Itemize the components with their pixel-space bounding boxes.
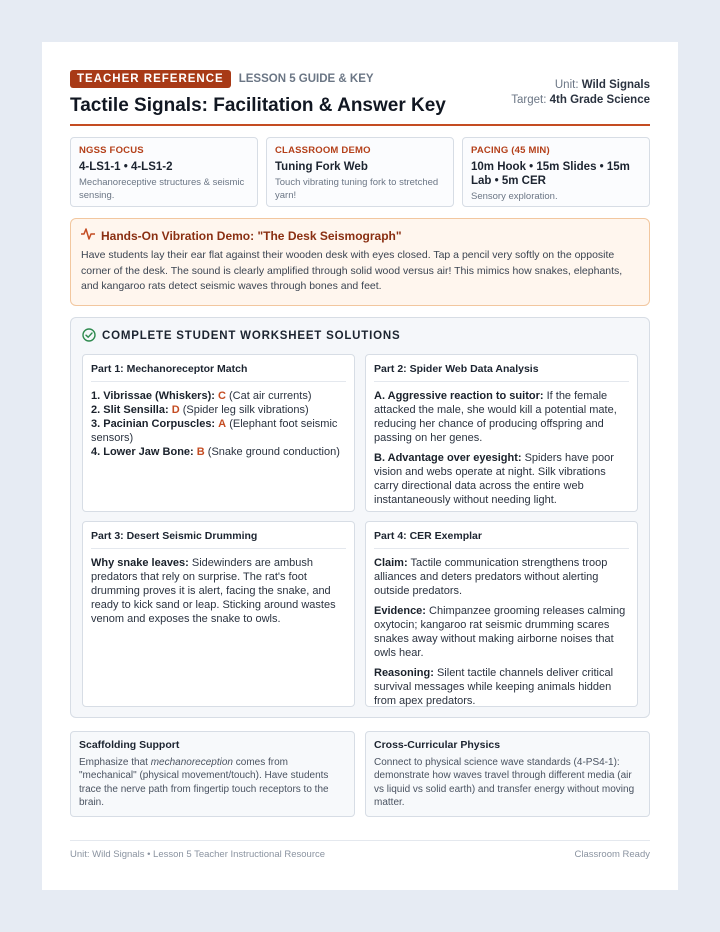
header [70,70,650,117]
unit-value: Wild Signals [581,79,650,91]
answer-a [374,389,629,445]
page-title: Tactile Signals: Facilitation & Answer Key [70,95,446,116]
note-title: Scaffolding Support [79,738,180,751]
answer-a-text: If the female attacked the male, she would kill a potential mate, reducing her chance of producing offspring and passing on her genes. [374,389,617,444]
page [42,42,678,890]
unit-label: Unit: [554,79,579,91]
solutions-grid [82,354,638,707]
card-label: PACING (45 MIN) [471,145,550,156]
reasoning-label: Reasoning: [374,666,434,679]
info-cards [70,137,650,207]
match-answer: B [196,445,205,458]
note-text [79,756,346,810]
pulse-icon [81,228,95,243]
demo-text: Have students lay their ear flat against their wooden desk with eyes closed. Tap a pencil very softly on the opposite corner of the desk. The sound is clearly amplified through solid wood versus air! This mimics how snakes, elephants, and kangaroo rats detect seismic waves through bones and feet. [81,249,623,292]
claim [374,556,629,598]
scaffolding-note [70,731,355,817]
match-item [91,445,346,459]
header-divider [70,124,650,126]
claim-text: Tactile communication strengthens troop alliances and deters predators without alerting outside predators. [374,556,608,597]
match-desc: (Snake ground conduction) [207,445,340,458]
worksheet-solutions [70,317,650,718]
match-desc: (Cat air currents) [228,389,312,402]
part-body [374,389,629,507]
evidence-label: Evidence: [374,604,426,617]
solutions-title: COMPLETE STUDENT WORKSHEET SOLUTIONS [102,330,401,342]
header-meta [511,78,650,108]
part-4-card [365,521,638,707]
answer-b [374,451,629,507]
answer-text: Sidewinders are ambush predators that rely on surprise. The rat's foot drumming proves it is alert, facing the snake, and ready to kick sand or leap. Sticking around wastes venom and exposes the snake to owls. [91,556,336,625]
part-3-card [82,521,355,707]
part-body [91,556,346,626]
answer [91,556,346,626]
match-term: 2. Slit Sensilla: [91,403,169,416]
reasoning [374,666,629,708]
part-body [91,389,346,459]
claim-label: Claim: [374,556,408,569]
ngss-card [70,137,258,207]
footer-right: Classroom Ready [574,849,650,860]
pacing-card [462,137,650,207]
match-item [91,417,346,445]
answer-b-text: Spiders have poor vision and webs operate at night. Silk vibrations carry directional data across the entire web instantaneously without needing light. [374,451,614,506]
vibration-demo-box [70,218,650,306]
target-line [511,93,650,108]
note-text-pre: Emphasize that [79,756,151,768]
match-desc: (Elephant foot seismic sensors) [91,417,338,444]
card-main: Tuning Fork Web [275,161,368,173]
card-label: NGSS FOCUS [79,145,144,156]
match-desc: (Spider leg silk vibrations) [182,403,309,416]
match-item [91,389,346,403]
card-sub: Sensory exploration. [471,191,558,202]
evidence [374,604,629,660]
part-2-card [365,354,638,512]
part-title: Part 1: Mechanoreceptor Match [91,363,346,382]
match-answer: D [171,403,180,416]
card-label: CLASSROOM DEMO [275,145,371,156]
part-1-card [82,354,355,512]
unit-line [511,78,650,93]
part-title: Part 2: Spider Web Data Analysis [374,363,629,382]
demo-title: Hands-On Vibration Demo: "The Desk Seismograph" [101,228,402,243]
lesson-tag: LESSON 5 GUIDE & KEY [238,73,374,85]
note-title: Cross-Curricular Physics [374,738,501,751]
match-term: 1. Vibrissae (Whiskers): [91,389,215,402]
card-main: 4-LS1-1 • 4-LS1-2 [79,161,173,173]
header-left [70,70,446,117]
answer-label: Why snake leaves: [91,556,189,569]
check-circle-icon [82,328,96,345]
evidence-text: Chimpanzee grooming releases calming oxytocin; kangaroo rat seismic drumming scares snakes away without making airborne noises that owls hear. [374,604,626,659]
demo-title-row [81,228,639,243]
match-answer: A [218,417,227,430]
note-text: Connect to physical science wave standards (4-PS4-1): demonstrate how waves travel through different media (air vs liquid vs solid earth) and transfer energy without moving matter. [374,756,635,808]
answer-a-label: A. Aggressive reaction to suitor: [374,389,544,402]
note-text-em: mechanoreception [150,756,233,768]
target-label: Target: [511,94,547,106]
answer-b-label: B. Advantage over eyesight: [374,451,522,464]
match-item [91,403,346,417]
physics-note [365,731,650,817]
solutions-title-row [82,328,638,345]
bottom-notes [70,731,650,817]
part-body [374,556,629,708]
match-term: 3. Pacinian Corpuscles: [91,417,216,430]
footer-left: Unit: Wild Signals • Lesson 5 Teacher Instructional Resource [70,849,326,860]
badge-row [70,70,446,88]
card-sub: Touch vibrating tuning fork to stretched yarn! [275,177,439,201]
card-sub: Mechanoreceptive structures & seismic sensing. [79,177,245,201]
card-main: 10m Hook • 15m Slides • 15m Lab • 5m CER [471,161,630,187]
part-title: Part 3: Desert Seismic Drumming [91,530,346,549]
demo-card [266,137,454,207]
reasoning-text: Silent tactile channels deliver critical survival messages while keeping animals hidden from apex predators. [374,666,614,707]
note-text-post: comes from "mechanical" (physical movement/touch). Have students trace the nerve path from fingertip touch receptors to the brain. [79,756,329,808]
footer [70,840,650,860]
part-title: Part 4: CER Exemplar [374,530,629,549]
target-value: 4th Grade Science [549,94,650,106]
match-answer: C [217,389,226,402]
teacher-reference-badge: TEACHER REFERENCE [70,70,231,88]
match-term: 4. Lower Jaw Bone: [91,445,194,458]
